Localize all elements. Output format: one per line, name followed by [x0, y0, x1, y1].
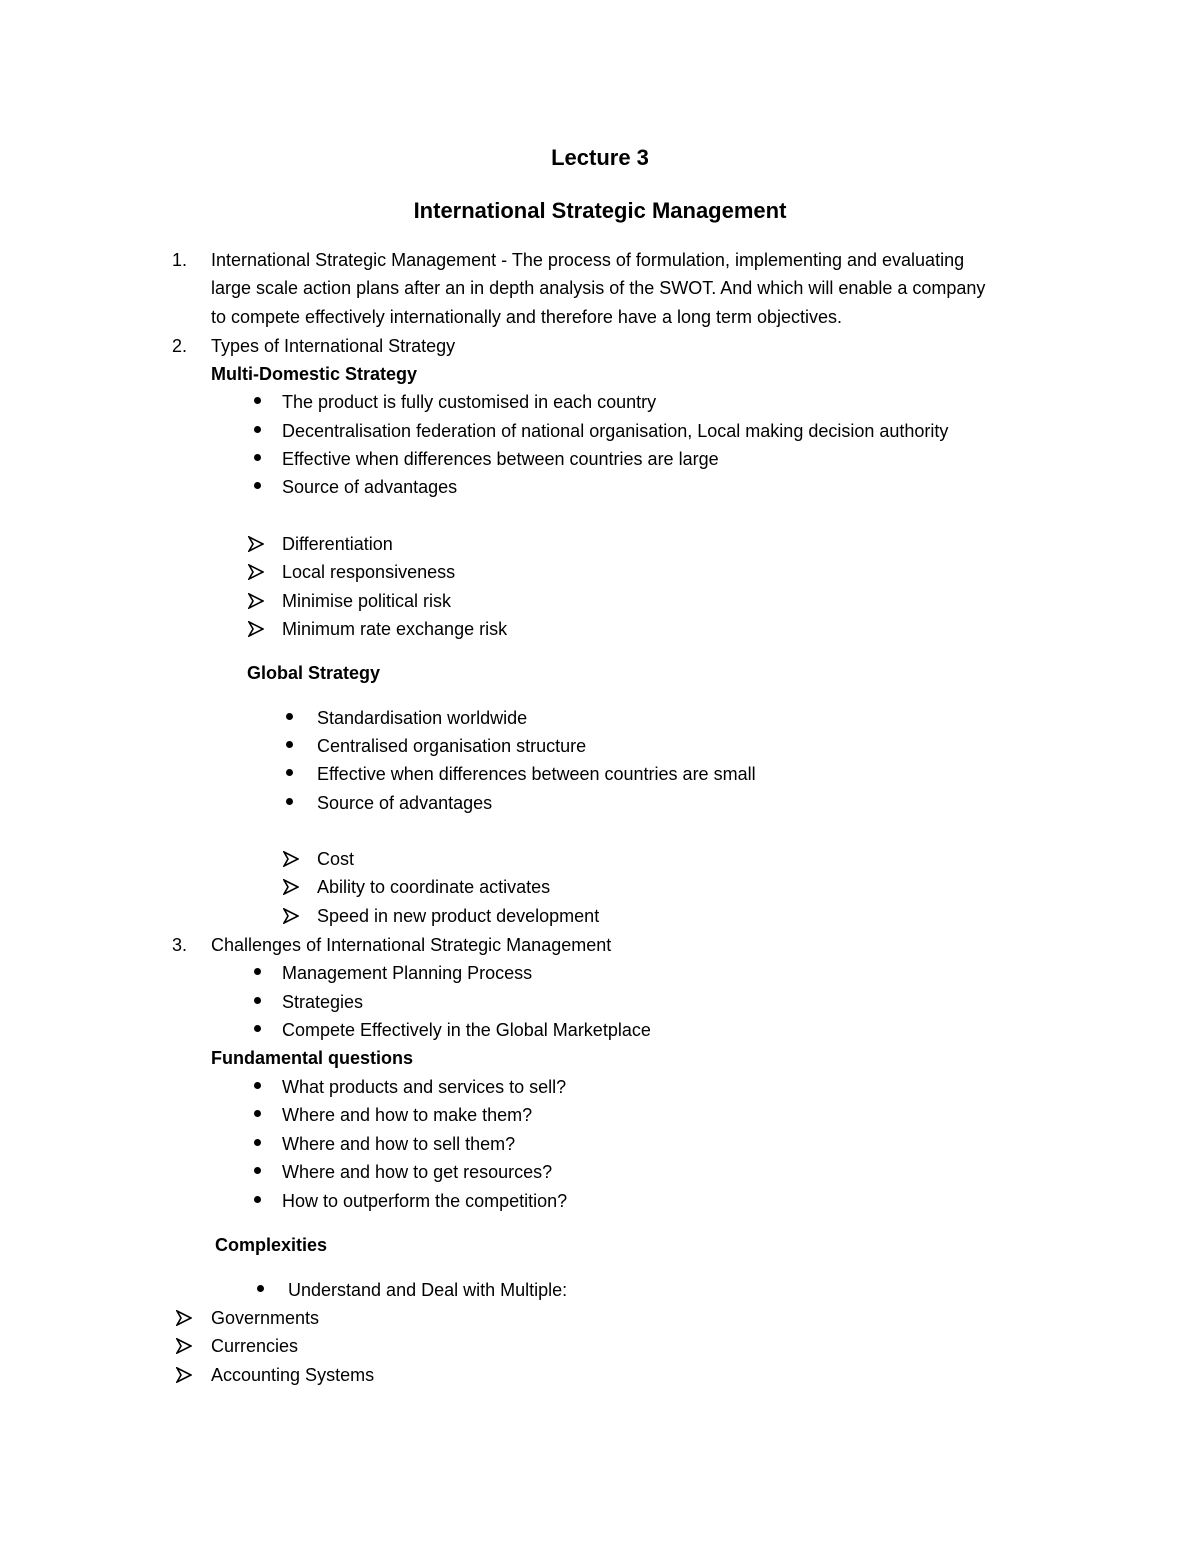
item1-line: to compete effectively internationally and therefore have a long term objectives. — [211, 307, 843, 327]
fundamental-questions-heading: Fundamental questions — [211, 1048, 414, 1068]
global-strategy-heading: Global Strategy — [247, 663, 381, 683]
complexities-heading: Complexities — [215, 1235, 328, 1255]
bullet-icon — [254, 1082, 261, 1089]
list-item: Management Planning Process — [282, 963, 533, 983]
list-item: Effective when differences between countries are large — [282, 449, 719, 469]
item1-line: large scale action plans after an in depth analysis of the SWOT. And which will enable a company — [211, 278, 986, 298]
list-item: Source of advantages — [282, 477, 458, 497]
list-item: Where and how to sell them? — [282, 1134, 516, 1154]
list-item: Decentralisation federation of national organisation, Local making decision authority — [282, 421, 949, 441]
list-item: Standardisation worldwide — [317, 708, 528, 728]
list-item: How to outperform the competition? — [282, 1191, 568, 1211]
bullet-icon — [286, 741, 293, 748]
bullet-icon — [254, 1196, 261, 1203]
bullet-icon — [254, 1139, 261, 1146]
arrow-bullet-icon — [248, 593, 264, 609]
list-item: Minimum rate exchange risk — [282, 619, 508, 639]
item2-heading: Types of International Strategy — [211, 336, 456, 356]
item-number: 3. — [172, 935, 188, 955]
list-item: Understand and Deal with Multiple: — [288, 1280, 568, 1300]
arrow-bullet-icon — [176, 1338, 192, 1354]
item1-line: International Strategic Management - The process of formulation, implementing and evaluating — [211, 250, 965, 270]
item-number: 2. — [172, 336, 188, 356]
bullet-icon — [254, 482, 261, 489]
list-item: Governments — [211, 1308, 320, 1328]
page-title: Lecture 3 — [551, 145, 649, 170]
list-item: Effective when differences between countries are small — [317, 764, 756, 784]
list-item: Strategies — [282, 992, 364, 1012]
arrow-bullet-icon — [248, 621, 264, 637]
list-item: Where and how to make them? — [282, 1105, 533, 1125]
list-item: Local responsiveness — [282, 562, 456, 582]
list-item: Speed in new product development — [317, 906, 600, 926]
bullet-icon — [254, 426, 261, 433]
page-subtitle: International Strategic Management — [413, 198, 787, 223]
bullet-icon — [254, 454, 261, 461]
arrow-bullet-icon — [283, 851, 299, 867]
list-item: Minimise political risk — [282, 591, 452, 611]
bullet-icon — [286, 713, 293, 720]
arrow-bullet-icon — [283, 879, 299, 895]
bullet-icon — [286, 769, 293, 776]
arrow-bullet-icon — [248, 536, 264, 552]
list-item: Ability to coordinate activates — [317, 877, 551, 897]
item3-heading: Challenges of International Strategic Management — [211, 935, 612, 955]
bullet-icon — [254, 968, 261, 975]
bullet-icon — [254, 1025, 261, 1032]
bullet-icon — [257, 1285, 264, 1292]
multi-domestic-heading: Multi-Domestic Strategy — [211, 364, 418, 384]
list-item: Compete Effectively in the Global Marketplace — [282, 1020, 651, 1040]
bullet-icon — [254, 397, 261, 404]
list-item: Accounting Systems — [211, 1365, 375, 1385]
arrow-bullet-icon — [283, 908, 299, 924]
list-item: Currencies — [211, 1336, 299, 1356]
bullet-icon — [286, 798, 293, 805]
list-item: The product is fully customised in each country — [282, 392, 657, 412]
bullet-icon — [254, 1110, 261, 1117]
list-item: What products and services to sell? — [282, 1077, 567, 1097]
list-item: Source of advantages — [317, 793, 493, 813]
list-item: Differentiation — [282, 534, 393, 554]
arrow-bullet-icon — [248, 564, 264, 580]
bullet-icon — [254, 1167, 261, 1174]
list-item: Centralised organisation structure — [317, 736, 587, 756]
arrow-bullet-icon — [176, 1310, 192, 1326]
item-number: 1. — [172, 250, 188, 270]
arrow-bullet-icon — [176, 1367, 192, 1383]
bullet-icon — [254, 997, 261, 1004]
list-item: Cost — [317, 849, 355, 869]
list-item: Where and how to get resources? — [282, 1162, 553, 1182]
